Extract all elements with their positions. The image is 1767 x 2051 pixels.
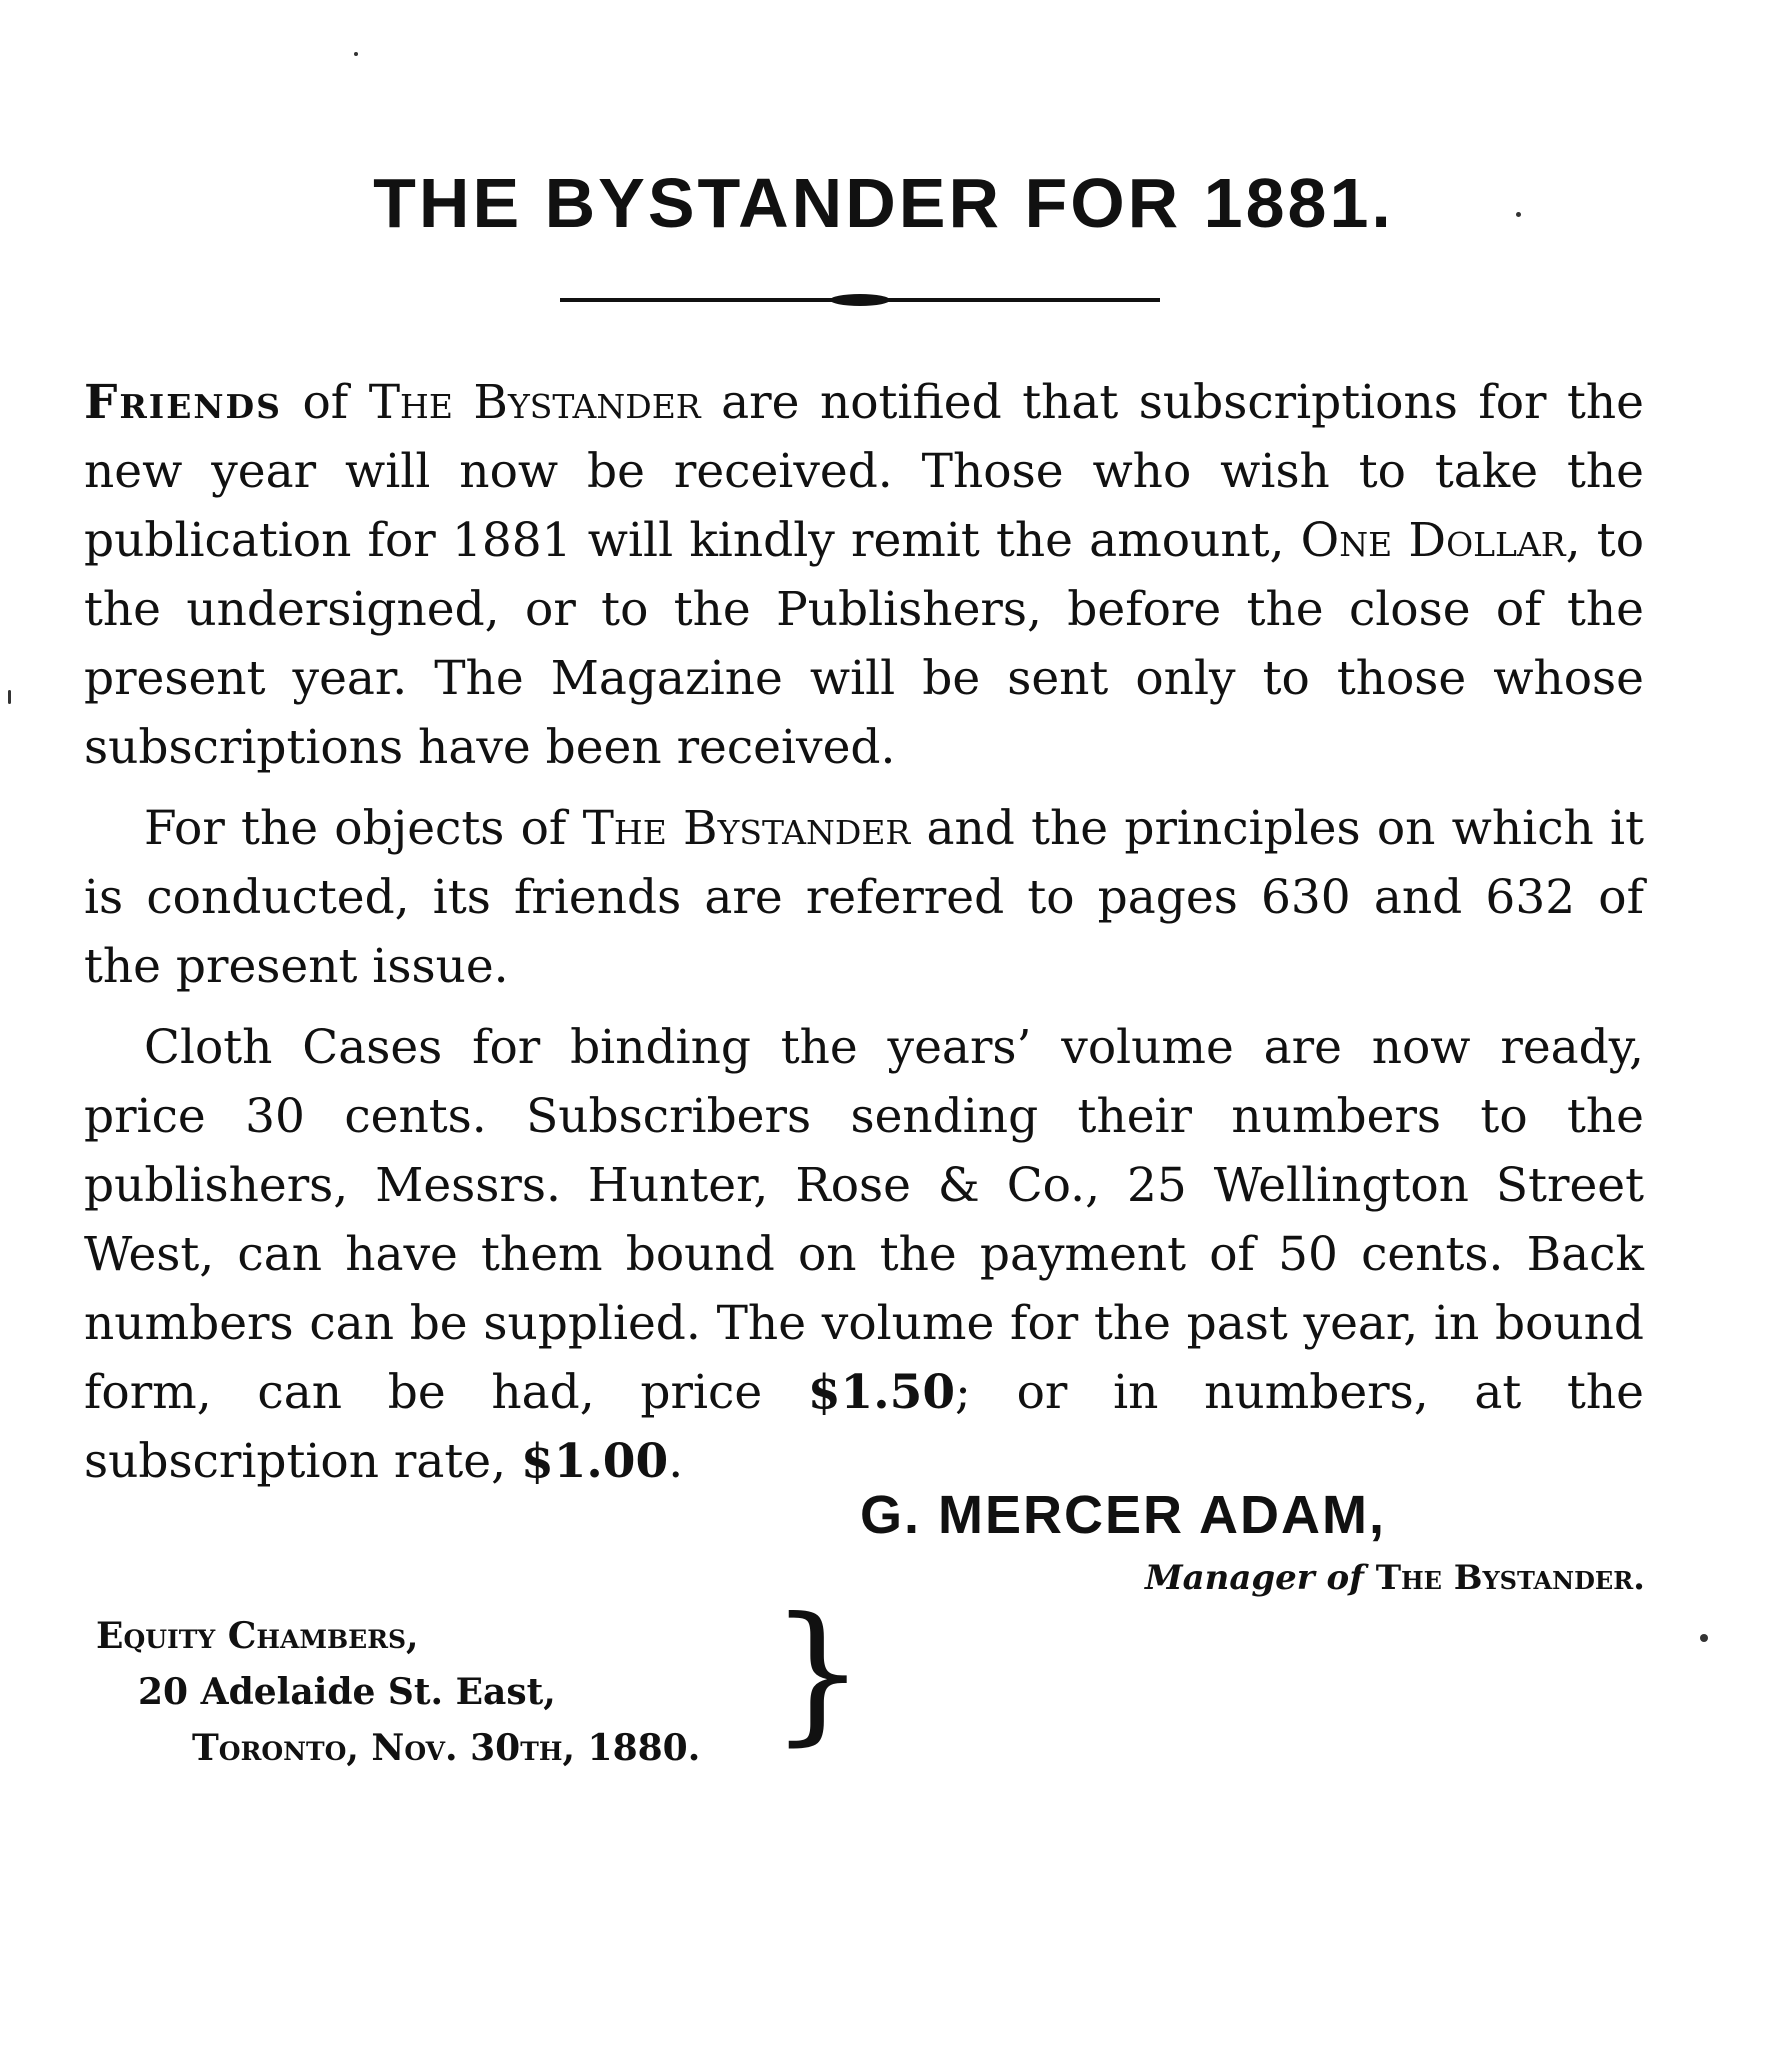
- signature-role: [900, 1558, 1645, 1598]
- paragraph1-amount: One Dollar: [1300, 513, 1566, 568]
- paragraph2-text2: and the principles on which it is conducted, its friends are referred to pages 630 and 632 of the present issue.: [84, 801, 1644, 994]
- paragraph2-publication-name: The Bystander: [582, 801, 911, 856]
- paragraph1-text1: are notified that subscriptions for the new year will now be received. Those who wish to take the publication for 1881 will kindly remit the amount,: [84, 375, 1644, 568]
- paragraph-cloth-cases: [84, 1013, 1644, 1496]
- notice-title: THE BYSTANDER FOR 1881.: [373, 164, 1394, 242]
- paragraph1-publication-name: The Bystander: [368, 375, 701, 430]
- paragraph1-of: of: [282, 375, 369, 430]
- signature-name: G. MERCER ADAM,: [860, 1485, 1386, 1545]
- ink-speck: [354, 52, 358, 56]
- address-block: [96, 1608, 700, 1776]
- paragraph-objects: [84, 794, 1644, 1001]
- title-divider-rule: [560, 298, 1160, 302]
- paragraph-subscriptions: [84, 368, 1644, 782]
- ink-speck: [1700, 1634, 1708, 1642]
- address-brace: }: [770, 1586, 866, 1760]
- ink-speck: [8, 690, 11, 704]
- paragraph1-lead: Friends: [84, 375, 282, 430]
- ink-speck: [1516, 212, 1521, 217]
- paragraph1-text2: , to the undersigned, or to the Publishers, before the close of the present year. The Magazine will be sent only to those whose subscriptions have been received.: [84, 513, 1644, 775]
- address-line-2: 20 Adelaide St. East,: [138, 1671, 556, 1713]
- address-line-3: Toronto, Nov. 30th, 1880.: [192, 1727, 701, 1769]
- paragraph3-price-bound: $1.50: [807, 1365, 956, 1420]
- paragraph3-text1: Cloth Cases for binding the years’ volume are now ready, price 30 cents. Subscribers sending their numbers to the publishers, Messrs. Hunter, Rose & Co., 25 Wellington Street West, can have them bound on the payment of 50 cents. Back numbers can be supplied. The volume for the past year, in bound form, can be had, price: [84, 1020, 1644, 1420]
- notice-body: [84, 368, 1644, 1508]
- address-line-1: Equity Chambers,: [96, 1615, 419, 1657]
- signature-role-name: The Bystander.: [1375, 1558, 1645, 1598]
- paragraph3-price-subscription: $1.00: [521, 1434, 669, 1489]
- paragraph3-text3: .: [668, 1434, 684, 1489]
- signature-role-prefix: Manager of: [1144, 1558, 1364, 1598]
- paragraph2-text1: For the objects of: [144, 801, 583, 856]
- paragraph3-text2: ; or in numbers, at the subscription rate,: [84, 1365, 1644, 1489]
